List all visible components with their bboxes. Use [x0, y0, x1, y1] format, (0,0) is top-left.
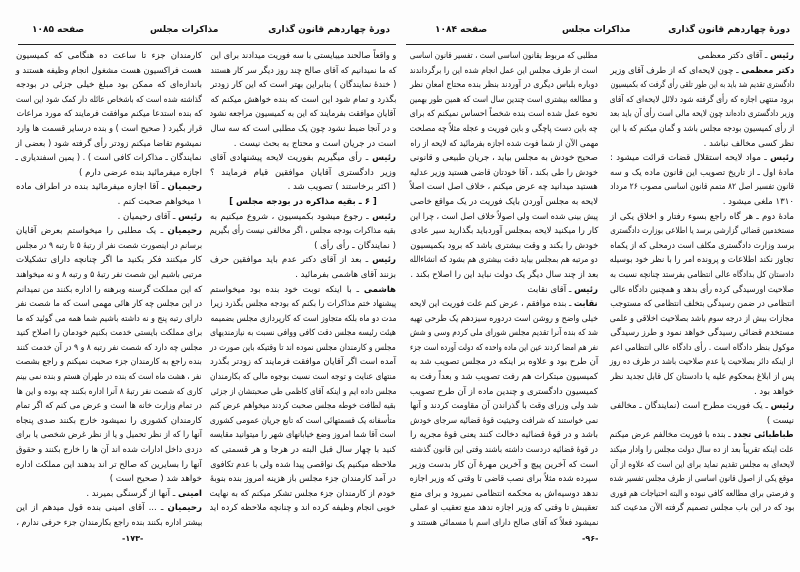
text-line	[16, 516, 202, 531]
text-line	[210, 370, 396, 385]
speaker-name: رحیمیان	[167, 226, 202, 237]
line-text: است آقا شما امروز وضع خیابانهای شهر را میتوانید مقایسه	[210, 430, 396, 441]
text-line	[16, 180, 202, 195]
line-text: بنده راجع به کارمندان جزء صحبت نمیکنم و راجع بشصت	[16, 357, 202, 368]
line-text: کنید با چهار سال قبل البته در هرجا و هر قسمتی که	[210, 445, 396, 456]
text-line	[16, 458, 202, 473]
text-line	[210, 151, 396, 166]
line-text: ـ یک مطلبی را میخواستم بعرض آقایان	[16, 226, 168, 237]
text-line	[410, 501, 598, 516]
text-line	[210, 443, 396, 458]
line-text: ندهد دوسیه‌اش به محکمه انتظامی نمیرود و برای منع	[410, 488, 598, 499]
line-text: در آمد کارمندان جزء مجلس باز هزینه امروز بنده بنوبهٔ	[210, 474, 396, 485]
text-line	[610, 166, 794, 181]
text-line	[610, 268, 794, 283]
line-text: متأسفانه یک قسمتهائی است که تابع جریان عمومی کشوری	[210, 415, 396, 426]
text-line	[410, 516, 598, 531]
text-line	[210, 166, 396, 181]
line-text: ـ بنده با فوریت مخالفم عرض میکنم	[610, 430, 734, 441]
line-text: نفر هم امضا کردند عین این ماده واحده که دولت آورده است جزء	[410, 342, 598, 353]
line-text: ـ بعد از آقای دکتر عدم باید موافقین حرف	[210, 255, 373, 266]
text-line	[16, 195, 202, 210]
line-text: ( اکثر برخاستند ) تصویب شد .	[287, 182, 396, 193]
line-text: نمیشوم تقاضا میکنم زودتر رأی گرفته شود ( بعضی از	[16, 138, 202, 149]
line-text: ( نمایندگان ـ رأی رأی )	[314, 240, 396, 251]
text-line	[16, 268, 202, 283]
line-text: برود منتهی اجازه که رأی گرفته شود دلائل لایحه‌ای که آقای	[610, 94, 794, 105]
line-text: بقیه مذاکرات بودجه مجلس ، اگر مخالفی نیست رأی بگیریم	[210, 226, 396, 237]
text-line	[210, 355, 396, 370]
text-line	[210, 224, 396, 239]
line-text: ۱ میخواهم صحبت کنم .	[117, 196, 202, 207]
text-line	[610, 458, 794, 473]
line-text: خوبی انجام وظیفه کرده اند و چنانچه ملاحظه کرده اید	[210, 503, 396, 514]
line-text: علت اینکه تقریباً بعد از ده سال دولت مجلس را وادار میکند	[610, 445, 794, 456]
line-text: خودم از کارمندان جزء مجلس تشکر میکنم که به نهایت	[210, 488, 396, 499]
line-text: صلاحیت اورسیدگی کرده رأی بدهد و همچنین دادگاه عالی	[610, 284, 794, 295]
text-line	[410, 166, 598, 181]
speaker-name: رئیس	[372, 211, 396, 222]
text-line	[410, 399, 598, 414]
text-line	[210, 64, 396, 79]
line-text: مادهٔ دوم ـ هر گاه راجع بسوء رفتار و اخلاق یکی از	[610, 211, 794, 222]
line-text: ـ با اینکه نوبت خود بنده بود میخواستم	[210, 284, 364, 295]
line-text: کار میکنند فکر بکنید ما اگر چنانچه دارای تشکیلات	[16, 255, 202, 266]
text-line	[410, 78, 598, 93]
text-line	[16, 414, 202, 429]
header-rule	[18, 44, 396, 45]
line-text: خواهد شد ( صحیح است )	[109, 474, 202, 485]
line-text: و واقعاً صالحند میبایستی با سه فوریت میدادند برای این	[210, 51, 396, 61]
text-line	[210, 472, 396, 487]
text-line	[410, 239, 598, 254]
text-line	[16, 326, 202, 341]
speaker-name: طباطبائی تجدد	[733, 430, 794, 441]
text-line	[410, 107, 598, 122]
text-line	[16, 487, 202, 502]
line-text: لایحه‌ای به مجلس تقدیم نماید برای این است که علاوه از آن	[610, 459, 794, 470]
line-text: کمیسیون مبتکرات هم رفت تصویب شد و بعداً رفت به	[410, 372, 598, 383]
line-text: ـ رأی میگیریم بفوریت لایحه پیشنهادی آقای	[210, 153, 373, 164]
line-text: وزیر دادگستری داده‌اند چون لایحه مالی است رأی آن باید بعد	[610, 109, 794, 120]
line-text: مدت دو ماه بلکه متجاوز است که کارپردازی مجلس بضمیمه	[210, 313, 396, 324]
text-line	[410, 137, 598, 152]
speaker-name: دکتر معظمی	[740, 65, 794, 76]
text-column	[610, 49, 794, 531]
line-text: شد که بنده آنرا تقدیم مجلس شورای ملی کردم وسی و شش	[410, 328, 598, 339]
line-text: مطلبی که مربوط بقانون اساسی است ، تفسیر قانون اساسی	[410, 51, 598, 61]
text-line	[610, 297, 794, 312]
line-text: ـ آقای دکتر معظمی	[697, 51, 771, 61]
text-line	[410, 268, 598, 283]
text-line	[610, 122, 794, 137]
line-text: منتهای عنایت و توجه است نسبت بوجوه مالی که بکارمندان	[210, 372, 396, 383]
line-text: مجلس چه دارد که شصت نفر رتبه ۸ و ۹ در آن خدمت کنند	[16, 342, 202, 353]
line-text: دو مرتبه هم بمجلس بیاید دقت بیشتری هم بشود که انشاءالله	[410, 255, 598, 266]
text-line	[610, 137, 794, 152]
line-text: ۱۳۱۰ ملغی میشود .	[722, 196, 794, 207]
line-text: ـ چون لایحه‌ای که از طرف آقای وزیر	[610, 65, 741, 76]
line-text: آنها را که از نظر تحمیل و یا از نظر غرض شخصی یا برای	[16, 430, 202, 441]
line-text: نیست )	[766, 415, 794, 426]
text-line	[610, 195, 794, 210]
line-text: آمده است اگر آقایان موافقت فرمایند که زودتر بگذرد	[210, 357, 396, 368]
text-line	[610, 355, 794, 370]
text-line	[410, 122, 598, 137]
header-title: مذاکرات مجلس	[150, 25, 219, 35]
line-text: دوباره بلباس دیگری در آوردند بنظر بنده محتاج امعان نظر	[410, 80, 598, 91]
text-line	[610, 501, 794, 516]
text-column	[210, 49, 396, 531]
text-line	[210, 210, 396, 225]
line-text: نفر ، هشت ماه است که بنده در طهران هستم و بنده نمی بینم	[16, 372, 202, 383]
text-line	[410, 458, 598, 473]
text-line	[610, 180, 794, 195]
line-text: کاری که شصت نفر رتبهٔ ۸ آنرا اداره بکنند چه بوده و این ها	[16, 386, 202, 397]
line-text: از اینکه دائر بصلاحیت یا عدم صلاحیت باشد در ظرف ده روز	[610, 357, 794, 368]
speaker-name: هاشمی	[363, 284, 396, 295]
line-text: مهمی الآن از شما فوت شده اجازه بفرمائید که لایحه از راه	[410, 138, 598, 149]
text-line	[610, 385, 794, 400]
line-text: ملاحظه میکنیم یک نواقصی پیدا شده ولی با عدم تکافوی	[210, 459, 396, 470]
line-text: کمیسیون دادگستری و چندین ماده از آن طرح تصویب	[410, 386, 598, 397]
text-line	[610, 312, 794, 327]
line-text: آن طرح بود و علاوه بر اینکه در مجلس تصویب شد به	[410, 357, 598, 368]
line-text: و مطالعه بیشتری است چندین سال است که همین طور بهمین	[410, 94, 598, 105]
line-text: بقیه لطافت خوطه مجلس صحبت کردند میخواهم عرض کنم	[210, 401, 396, 412]
line-text: مستخدم قضائی رسیدگی خواهد نمود و طرز رسیدگی	[610, 328, 794, 339]
line-text: قانون تفسیر اصل ۸۲ متمم قانون اساسی مصوب ۲۶ مرداد	[610, 182, 794, 193]
text-line	[210, 385, 396, 400]
line-text: مجلس و کارمندان مجلس نموده اند تا وقتیکه باین صورت در	[210, 342, 396, 353]
line-text: لایحه به مجلس آوردن بایک فوریت در یک مواقع خاصی	[410, 196, 598, 207]
line-text: مجازات بیش از درجه سوم باشد بصلاحیت اخلاقی و علمی	[610, 313, 794, 324]
text-line	[410, 370, 598, 385]
speaker-name: رحیمیان	[167, 503, 202, 514]
text-line	[210, 487, 396, 502]
text-line	[16, 224, 202, 239]
text-line	[16, 210, 202, 225]
line-text: وزیر دادگستری آقایان موافقین قیام فرمایند ؟	[210, 167, 396, 178]
text-line	[410, 355, 598, 370]
line-text: آنها را بسایرین که صالح تر اند بدهند این مملکت اداره	[16, 459, 202, 470]
text-line	[210, 253, 396, 268]
text-line	[610, 151, 794, 166]
line-text: نمیشود فعلاً که آقای صالح دارای اسم با مسمائی هستند و	[410, 518, 598, 528]
speaker-name: رئیس	[372, 255, 396, 266]
text-line	[16, 355, 202, 370]
text-line	[610, 283, 794, 298]
header-session: دورهٔ چهاردهم قانون گذاری	[268, 25, 390, 35]
speaker-name: رئیس	[770, 153, 794, 164]
speaker-name: رئیس	[770, 51, 794, 61]
line-text: در تمام وزارت خانه ها است و عرض می کنم که اگر تمام	[16, 401, 202, 412]
text-line	[610, 210, 794, 225]
line-text: صحیح خودش به مجلس بیاید ، جریان طبیعی و قانونی	[410, 153, 598, 164]
line-text: دارای رتبه پنج و نه داشته باشیم شما همه می گوئید که ما	[16, 313, 202, 324]
line-text: ـ آنها از گرسنگی بمیرند .	[86, 488, 179, 499]
line-text: سپرده شده مثلاً برای نصب قاضی تا وقتی که وزیر اجازه	[410, 474, 598, 485]
text-line	[610, 341, 794, 356]
text-column	[410, 49, 598, 531]
line-text: ـ آقای رحیمیان .	[117, 211, 179, 222]
line-text: ـ ... آقای امینی بنده قول میدهم از این	[16, 503, 168, 514]
text-line	[610, 370, 794, 385]
text-line	[410, 326, 598, 341]
text-line	[16, 312, 202, 327]
line-text: ـ بنده موافقم ، عرض کنم علت فوریت این لایحه	[410, 299, 575, 310]
line-text: هیئت رئیسه مجلس دقت کافی ووافی نسبت به نیازمندیهای	[210, 328, 396, 339]
text-line	[610, 399, 794, 414]
text-line	[410, 443, 598, 458]
line-text: و در آنجا ضبط نشود چون یک مطلبی است که سه سال	[210, 123, 396, 134]
text-line	[16, 64, 202, 79]
line-text: خودش را طی بکند ، آقا خودتان قاضی هستید وزیر عدلیه	[410, 167, 598, 178]
speaker-name: رئیس	[178, 211, 202, 222]
line-text: ـ آقای نقابت	[527, 284, 575, 295]
folio-number: -۱۷۳-	[122, 534, 144, 543]
text-line	[210, 180, 396, 195]
line-text: برسد وزارت دادگستری مکلف است درمحلی که از یکماه	[610, 240, 794, 251]
line-text: کارمندان کشوری را نمیشود خارج بکنند صدی پنجاه	[16, 415, 202, 426]
text-line	[16, 93, 202, 108]
line-text: بزنند آقای هاشمی بفرمائید .	[295, 269, 396, 280]
line-text: خیلی واضح و روشن است دردوره سیزدهم یک طرحی تهیه	[410, 313, 598, 324]
text-line	[16, 428, 202, 443]
line-text: هست فراکسیون هست مشغول انجام وظیفه هستند و	[16, 65, 202, 76]
text-line	[16, 122, 202, 137]
line-text: ـ یک فوریت مطرح است (نمایندگان ـ مخالفی	[610, 401, 771, 412]
line-text: بیشتر اداره بکنند بنده راجع بکارمندان جزء حرفی ندارم ،	[16, 518, 202, 528]
line-text: موکول بنظر دادگاه است . رأی دادگاه عالی انتظامی اعم	[610, 342, 794, 353]
line-text: دادگستری تقدیم شد باید به این طور تلقی رأی گرفت که بکمیسیون	[610, 80, 794, 91]
line-text: بگذرد و تمام شود این است که بنده خواهش میکنم که	[210, 94, 396, 105]
line-text: است از طرف مجلس این عمل انجام شده این را برگرداندند	[410, 65, 598, 76]
text-line	[16, 443, 202, 458]
text-line	[610, 239, 794, 254]
text-line	[16, 49, 202, 64]
line-text: برای مملکت بایستی خدمت بکنیم خودمان را اصلاح کنید	[16, 328, 202, 339]
text-line	[16, 239, 202, 254]
line-text: پیشنهاد ختم مذاکرات را بکنم که بودجه مجلس بگذرد زیرا	[210, 299, 396, 310]
text-line	[16, 297, 202, 312]
line-text: از رأی کمیسیون بودجه مجلس باشد و گمان میکنم که با این	[610, 123, 794, 134]
text-line	[16, 370, 202, 385]
text-line	[410, 312, 598, 327]
text-line	[610, 487, 794, 502]
folio-number: -۹۶-	[582, 534, 599, 543]
speaker-name: رئیس	[574, 284, 598, 295]
text-line	[16, 253, 202, 268]
line-text: هستید میدانید چه عرض میکنم ، خلاف اصل است اصلاً	[410, 182, 598, 193]
header-rule	[406, 44, 794, 45]
line-text: ( خندهٔ نمایندگان ) بنابراین بهتر است که این کار زودتر	[210, 80, 396, 91]
text-line	[410, 253, 598, 268]
text-line	[410, 414, 598, 429]
line-text: در قوهٔ قضائیه دردست داشته باشند وقتی این قانون گذشته	[410, 445, 598, 456]
line-text: ـ آقا اجازه میفرمائید بنده در اطراف ماده	[16, 182, 168, 193]
text-line	[210, 122, 396, 137]
text-line	[410, 472, 598, 487]
text-line	[610, 428, 794, 443]
text-line	[16, 385, 202, 400]
line-text: پیش بینی شده است ولی اصولاً خلاف اصل است ، چرا این	[410, 211, 598, 222]
text-line	[16, 78, 202, 93]
line-text: چه باین دست پاچگی و باین فوریت و عجله مثلاً چه مصلحت	[410, 123, 598, 134]
line-text: گذاشته شده است که باشخاص عائله دار کمک شود این است	[16, 94, 202, 105]
text-line	[210, 93, 396, 108]
line-text: بود که در این باب مجلس تصمیم گرفته الآن مدعیت کند	[610, 503, 794, 514]
line-text: نحوه عمل شده است بنده شخصاً احساس نمیکنم که برای	[410, 109, 598, 120]
line-text: خودش را بکند و وقت بیشتری باشد که برود بکمیسیون	[410, 240, 598, 251]
text-line	[610, 414, 794, 429]
text-line	[410, 283, 598, 298]
line-text: در این مجلس چه کار هائی مهمی است که ما شصت نفر	[16, 299, 202, 310]
text-line	[210, 49, 396, 64]
text-line	[16, 341, 202, 356]
line-text: ـ رجوع میشود بکمیسیون ، شروع میکنیم به	[210, 211, 373, 222]
speaker-name: رحیمیان	[167, 182, 202, 193]
line-text: آقایان موافقت بفرمایند که این به کمیسیون مراجعه نشود	[210, 109, 396, 120]
line-text: انتظامی در ضمن رسیدگی بتخلف انتظامی که مستوجب	[610, 299, 794, 310]
line-text: موقع یکی از اصول قانون اساسی از طرف مجلس تفسیر شده	[610, 474, 794, 485]
text-line	[210, 458, 396, 473]
text-line	[16, 107, 202, 122]
text-line	[210, 107, 396, 122]
text-line	[210, 283, 396, 298]
line-text: پس از ابلاغ بمحکوم علیه یا دادستان کل قابل تجدید نظر	[610, 372, 794, 383]
text-line	[410, 341, 598, 356]
text-line	[610, 107, 794, 122]
line-text: مادهٔ اول ـ از تاریخ تصویب این قانون ماده یک و سه	[610, 167, 794, 178]
line-text: و فرصتی برای مطالعه کافی نبوده و البته احتیاجات هم فوری	[610, 488, 794, 499]
text-line	[16, 166, 202, 181]
text-line	[410, 64, 598, 79]
line-text: باندازه‌ای که ممکن بود مبلغ خیلی جزئی در بودجه	[16, 80, 202, 91]
text-line	[410, 224, 598, 239]
text-line	[610, 443, 794, 458]
text-line	[210, 501, 396, 516]
line-text: قرار بگیرد ( صحیح است ) و بنده درسایر قسمت ها وارد	[16, 123, 202, 134]
line-text: تجاوز نکند اطلاعات و پرونده امر را با نظر خود بوسیله	[610, 255, 794, 266]
text-line	[210, 239, 396, 254]
text-line	[410, 487, 598, 502]
line-text: شد ولی وزرای وقت با گذراندن آن مقاومت کردند و آنها	[410, 401, 598, 412]
line-text: کار را میکنید لایحه بمجلس آوردباید بگذارید سیر عادی	[410, 226, 598, 237]
text-line	[210, 428, 396, 443]
header-session: دورهٔ چهاردهم قانون گذاری	[668, 25, 790, 35]
line-text: است در جریان است و محتاج به بحث نیست .	[233, 138, 396, 149]
text-line	[610, 78, 794, 93]
text-line	[610, 472, 794, 487]
speaker-name: رئیس	[372, 153, 396, 164]
line-text: باشد و در قوهٔ قضائیه دخالت کنند یعنی قوهٔ مجریه را	[410, 430, 598, 441]
line-text: نمی خواستند که شرافت وحیثیت قوهٔ قضائیه سرجای خودش	[410, 415, 598, 426]
text-line	[610, 224, 794, 239]
text-line	[16, 137, 202, 152]
line-text: است که آخرین پیچ و آخرین مهرهٔ آن کار بدست وزیر	[410, 459, 598, 470]
text-line	[210, 414, 396, 429]
text-column	[16, 49, 202, 531]
text-line	[410, 210, 598, 225]
speaker-name: نقابت	[574, 299, 598, 310]
line-text: که این مملکت گرسنه وبرهنه را اداره بکنند من نمیدانم	[16, 284, 202, 295]
text-line	[210, 268, 396, 283]
text-line	[410, 385, 598, 400]
text-line	[210, 312, 396, 327]
text-line	[610, 49, 794, 64]
text-line	[410, 195, 598, 210]
line-text: [ ۶ ـ بقیه مذاکره در بودجه مجلس ]	[229, 196, 377, 207]
header-page-number: صفحه ۱۰۸۴	[435, 25, 488, 35]
header-title: مذاکرات مجلس	[562, 25, 631, 35]
header-page-number: صفحه ۱۰۸۵	[32, 25, 85, 35]
line-text: خواهد بود .	[753, 386, 794, 397]
speaker-name: امینی	[178, 488, 202, 499]
line-text: نمایندگان ـ مذاکرات کافی است ) . ( یمین اسفندیاری ـ	[16, 153, 202, 164]
text-line	[410, 180, 598, 195]
line-text: اجازه میفرمائید بنده عرضی دارم )	[79, 167, 202, 178]
text-line	[410, 49, 598, 64]
speaker-name: رئیس	[770, 401, 794, 412]
text-line	[410, 151, 598, 166]
line-text: ـ مواد لایحه استقلال قضات قرائت میشود :	[610, 153, 771, 164]
text-line	[610, 93, 794, 108]
text-line	[610, 253, 794, 268]
text-line	[16, 283, 202, 298]
line-text: بعد از چند سال دیگر یک دولت نباید این را اصلاح بکند .	[410, 269, 598, 280]
text-line	[610, 326, 794, 341]
line-text: برسانم در اینصورت شصت نفر از رتبهٔ ۵ تا رتبه ۹ در مجلس	[16, 240, 202, 251]
text-line	[16, 472, 202, 487]
line-text: مجلس داده ایم و اینکه آقای کاظمی طی صحبتشان از جزئی	[210, 386, 396, 397]
line-text: که ما نمیدانیم که آقای صالح چند روز دیگر سر کار هستند	[210, 65, 396, 76]
right-page	[400, 0, 800, 572]
line-text: تعقیبش تا وقتی که وزیر اجازه ندهد منع تعقیب او عملی	[410, 503, 598, 514]
text-line	[16, 501, 202, 516]
text-line	[410, 297, 598, 312]
text-line	[210, 399, 396, 414]
text-line	[210, 78, 396, 93]
line-text: مرتبی باشیم این شصت نفر رتبهٔ ۵ و رتبه ۸ و نه میخواهند	[16, 269, 202, 280]
text-line	[610, 64, 794, 79]
line-text: نظر کسی مخالف نباشد .	[703, 138, 794, 149]
line-text: مستخدمین قضائی گزارشی برسد یا اطلاعی بوزارت دادگستری	[610, 226, 794, 237]
line-text: دزدی داخل ادارات شده اند آن ها را خارج بکنند و حقوق	[16, 445, 202, 456]
line-text: کارمندان جزء تا ساعت ده هنگامی که کمیسیون	[16, 51, 202, 61]
line-text: دادستان کل بدادگاه عالی انتظامی بفرستد چنانچه نسبت به	[610, 269, 794, 280]
text-line	[210, 137, 396, 152]
text-line	[410, 428, 598, 443]
text-line	[16, 151, 202, 166]
text-line	[210, 297, 396, 312]
section-heading	[210, 195, 396, 210]
line-text: که بنده استدعا میکنم موافقت فرمایند که مورد مراعات	[16, 109, 202, 120]
text-line	[410, 93, 598, 108]
text-line	[210, 326, 396, 341]
text-line	[16, 399, 202, 414]
